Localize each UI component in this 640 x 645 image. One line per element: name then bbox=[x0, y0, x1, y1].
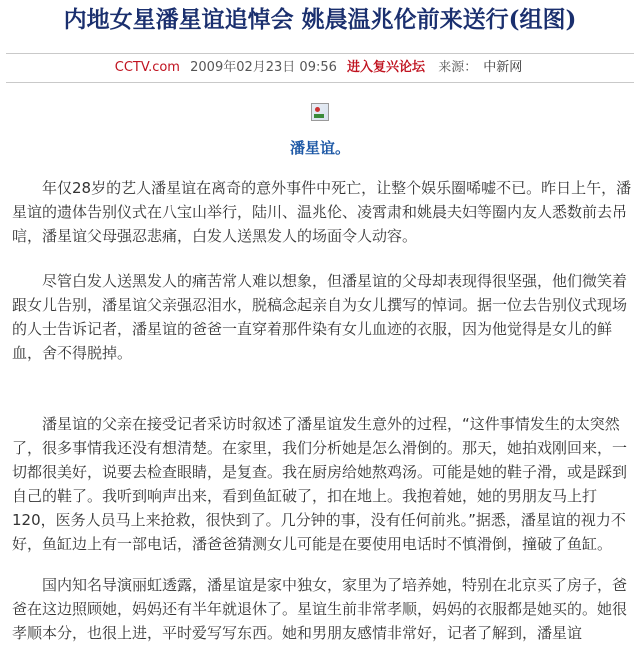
paragraph: 年仅28岁的艺人潘星谊在离奇的意外事件中死亡，让整个娱乐圈唏嘘不已。昨日上午，潘星谊的遗体告别仪式在八宝山举行，陆川、温兆伦、凌霄肃和姚晨夫妇等圈内友人悉数前去吊唁，潘星谊父母强忍悲痛，白发人送黑发人的场面令人动容。 bbox=[12, 179, 632, 245]
article-body bbox=[0, 176, 640, 645]
source-attribution bbox=[435, 60, 525, 75]
source-name: 中新网 bbox=[483, 60, 523, 75]
paragraph: 潘星谊的父亲在接受记者采访时叙述了潘星谊发生意外的过程，“这件事情发生的太突然了，很多事情我还没有想清楚。在家里，我们分析她是怎么滑倒的。那天，她拍戏刚回来，一切都很美好，说要去检查眼睛，是复查。我在厨房给她熬鸡汤。可能是她的鞋子滑，或是踩到自己的鞋了。我听到响声出来，看到鱼缸破了，扣在地上。我抱着她，她的男朋友马上打120，医务人员马上来抢救，很快到了。几分钟的事，没有任何前兆。”据悉，潘星谊的视力不好，鱼缸边上有一部电话，潘爸爸猜测女儿可能是在要使用电话时不慎滑倒，撞破了鱼缸。 bbox=[12, 415, 628, 553]
source-label: 来源： bbox=[438, 60, 478, 75]
article-photo bbox=[0, 85, 640, 115]
source-site: CCTV.com bbox=[114, 60, 180, 75]
broken-image-icon bbox=[311, 103, 329, 121]
publish-datetime: 2009年02月23日 09:56 bbox=[190, 60, 337, 75]
article-meta-bar bbox=[6, 53, 634, 83]
paragraph: 尽管白发人送黑发人的痛苦常人难以想象，但潘星谊的父母却表现得很坚强，他们微笑着跟女儿告别，潘星谊父亲强忍泪水，脱稿念起亲自为女儿撰写的悼词。据一位去告别仪式现场的人士告诉记者，潘星谊的爸爸一直穿着那件染有女儿血迹的衣服，因为他觉得是女儿的鲜血，舍不得脱掉。 bbox=[12, 272, 628, 362]
article-title: 内地女星潘星谊追悼会 姚晨温兆伦前来送行(组图) bbox=[63, 6, 577, 33]
forum-link[interactable]: 进入复兴论坛 bbox=[347, 60, 426, 75]
photo-caption: 潘星谊。 bbox=[289, 139, 350, 157]
paragraph: 国内知名导演丽虹透露，潘星谊是家中独女，家里为了培养她，特别在北京买了房子，爸爸在这边照顾她，妈妈还有半年就退休了。星谊生前非常孝顺，妈妈的衣服都是她买的。她很孝顺本分，也很上进，平时爱写写东西。她和男朋友感情非常好，记者了解到，潘星谊 bbox=[12, 576, 628, 642]
